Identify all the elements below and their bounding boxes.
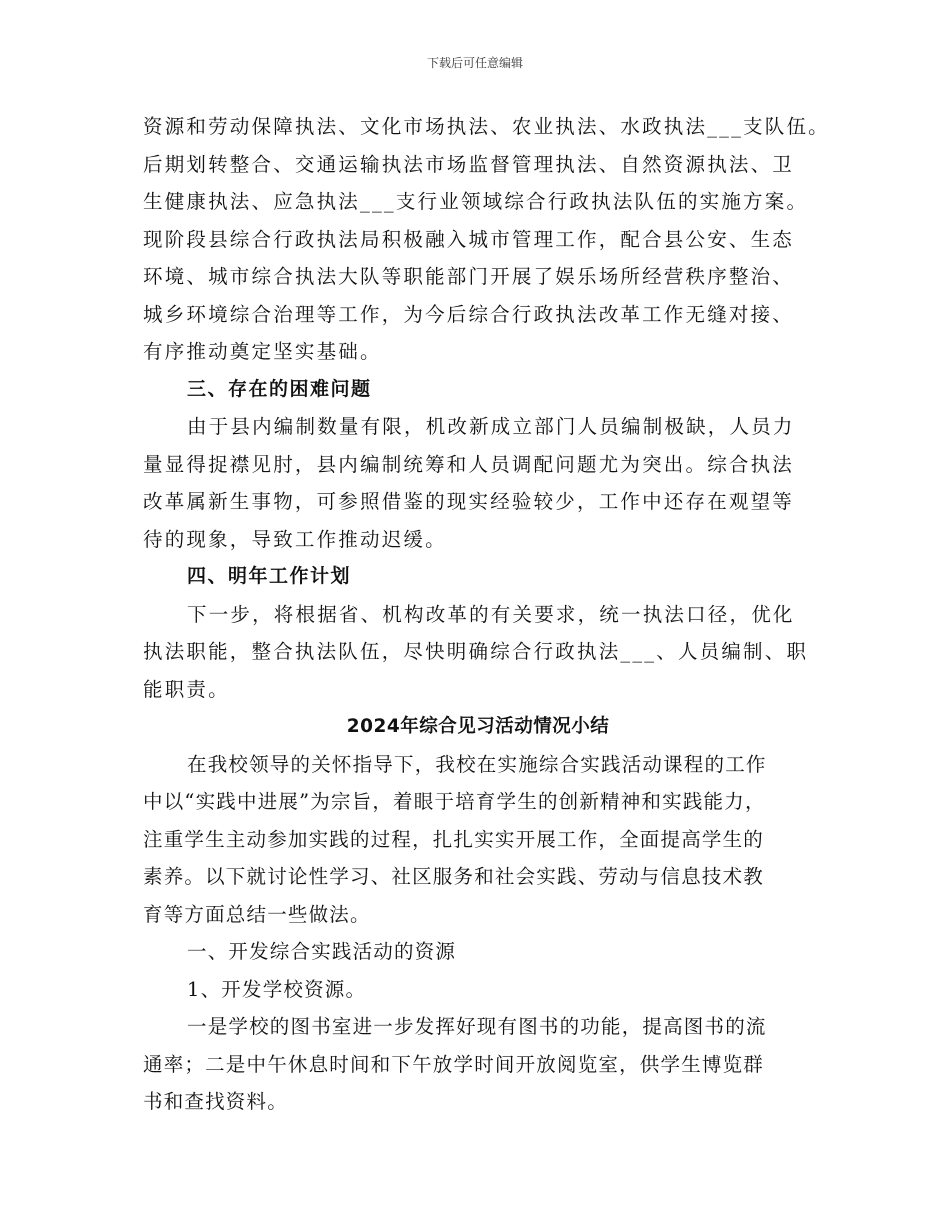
paragraph-line: 一是学校的图书室进一步发挥好现有图书的功能，提高图书的流 xyxy=(187,1015,767,1038)
paragraph-line: 现阶段县综合行政执法局积极融入城市管理工作，配合县公安、生态 xyxy=(143,227,795,251)
report-title: 2024年综合见习活动情况小结 xyxy=(346,716,610,737)
paragraph-line: 一、开发综合实践活动的资源 xyxy=(187,940,457,963)
paragraph-line: 改革属新生事物，可参照借鉴的现实经验较少，工作中还存在观望等 xyxy=(143,490,795,513)
paragraph-line: 有序推动奠定坚实基础。 xyxy=(143,340,382,363)
document-body xyxy=(143,108,830,1121)
paragraph-line: 1、开发学校资源。 xyxy=(187,977,367,1001)
paragraph-line: 量显得捉襟见肘，县内编制统筹和人员调配问题尤为突出。综合执法 xyxy=(143,452,795,476)
paragraph-line: 在我校领导的关怀指导下，我校在实施综合实践活动课程的工作 xyxy=(187,752,767,776)
page-header-note: 下载后可任意编辑 xyxy=(426,56,523,70)
paragraph-line: 注重学生主动参加实践的过程，扎扎实实开展工作，全面提高学生的 xyxy=(143,827,765,851)
paragraph-line: 资源和劳动保障执法、文化市场执法、农业执法、水政执法___支队伍。 xyxy=(143,115,830,138)
paragraph-line: 素养。以下就讨论性学习、社区服务和社会实践、劳动与信息技术教 xyxy=(143,865,765,888)
paragraph-line: 待的现象，导致工作推动迟缓。 xyxy=(143,527,447,551)
paragraph-line: 生健康执法、应急执法___支行业领域综合行政执法队伍的实施方案。 xyxy=(143,190,809,213)
previous-report-section xyxy=(143,108,830,708)
paragraph-line: 城乡环境综合治理等工作，为今后综合行政执法改革工作无缝对接、 xyxy=(143,302,795,326)
paragraph-line: 下一步，将根据省、机构改革的有关要求，统一执法口径，优化 xyxy=(187,602,795,626)
paragraph-line: 育等方面总结一些做法。 xyxy=(143,902,371,926)
paragraph-line: 书和查找资料。 xyxy=(143,1090,288,1113)
internship-summary-section xyxy=(143,746,813,1121)
section-heading: 四、明年工作计划 xyxy=(187,565,352,587)
paragraph-line: 中以“实践中进展”为宗旨，着眼于培育学生的创新精神和实践能力， xyxy=(143,790,766,813)
paragraph-line: 能职责。 xyxy=(143,677,230,701)
paragraph-line: 通率；二是中午休息时间和下午放学时间开放阅览室，供学生博览群 xyxy=(143,1052,765,1076)
paragraph-line: 执法职能，整合执法队伍，尽快明确综合行政执法___、人员编制、职 xyxy=(143,640,809,663)
paragraph-line: 后期划转整合、交通运输执法市场监督管理执法、自然资源执法、卫 xyxy=(143,152,795,176)
paragraph-line: 由于县内编制数量有限，机改新成立部门人员编制极缺，人员力 xyxy=(187,415,795,438)
paragraph-line: 环境、城市综合执法大队等职能部门开展了娱乐场所经营秩序整治、 xyxy=(143,265,795,288)
section-heading: 三、存在的困难问题 xyxy=(187,377,372,400)
